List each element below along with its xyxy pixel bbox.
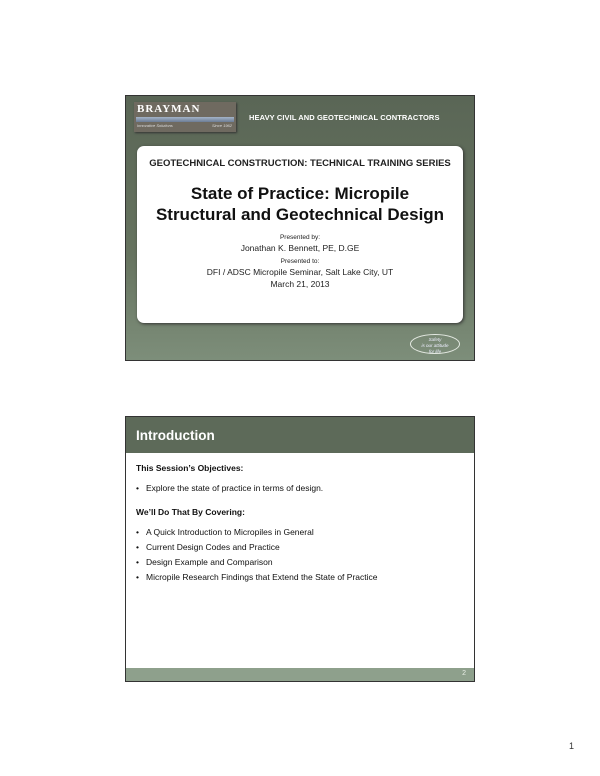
bridge-graphic xyxy=(136,117,234,122)
covering-heading: We’ll Do That By Covering: xyxy=(136,507,245,517)
safety-text-1: Safety xyxy=(428,337,442,342)
slide-header: Introduction xyxy=(126,417,474,453)
introduction-slide xyxy=(125,416,475,682)
slide-footer xyxy=(126,668,474,681)
safety-text-2: is our attitude xyxy=(421,343,449,348)
company-tagline: HEAVY CIVIL AND GEOTECHNICAL CONTRACTORS xyxy=(249,113,440,122)
series-title: GEOTECHNICAL CONSTRUCTION: TECHNICAL TRAINING SERIES xyxy=(149,158,451,169)
presented-by-label: Presented by: xyxy=(279,234,321,241)
objectives-list xyxy=(136,483,474,493)
slide-title xyxy=(137,183,463,225)
list-item: • Micropile Research Findings that Extend the State of Practice xyxy=(136,572,474,582)
list-item: • A Quick Introduction to Micropiles in General xyxy=(136,527,474,537)
list-item: • Design Example and Comparison xyxy=(136,557,474,567)
event: DFI / ADSC Micropile Seminar, Salt Lake City, UT xyxy=(206,267,394,277)
covering-list xyxy=(136,527,474,582)
logo-left-tag: Innovative Solutions xyxy=(137,123,173,128)
title-slide xyxy=(125,95,475,361)
brayman-logo xyxy=(134,102,236,132)
title-line-2: Structural and Geotechnical Design xyxy=(155,205,445,224)
slide-body xyxy=(126,453,474,582)
objectives-heading: This Session’s Objectives: xyxy=(136,463,244,473)
presenter: Jonathan K. Bennett, PE, D.GE xyxy=(240,243,360,253)
safety-logo xyxy=(410,334,460,354)
title-card xyxy=(137,146,463,323)
logo-name: BRAYMAN xyxy=(137,103,201,115)
list-item: • Explore the state of practice in terms of design. xyxy=(136,483,474,493)
safety-text-3: for life xyxy=(428,349,442,354)
slide-number: 2 xyxy=(462,670,466,677)
logo-right-tag: Since 1962 xyxy=(211,123,232,128)
date: March 21, 2013 xyxy=(270,279,330,289)
page-number: 1 xyxy=(569,741,575,751)
presented-to-label: Presented to: xyxy=(280,258,320,265)
title-line-1: State of Practice: Micropile xyxy=(190,184,410,203)
list-item: • Current Design Codes and Practice xyxy=(136,542,474,552)
